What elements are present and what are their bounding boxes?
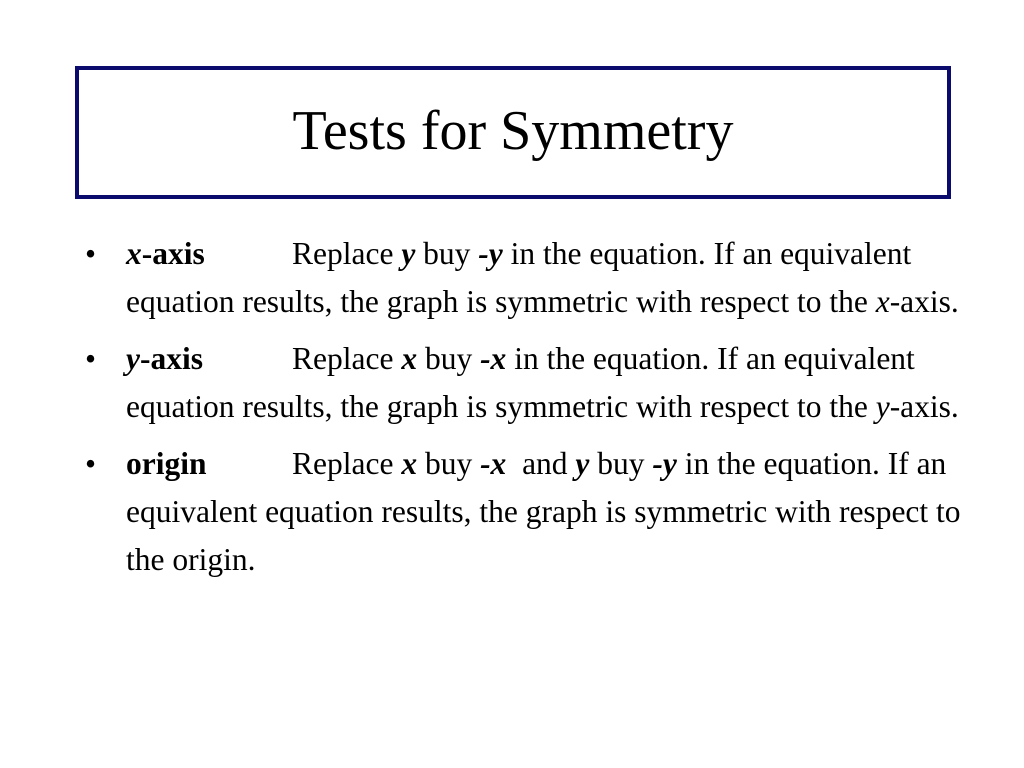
term-origin: origin	[126, 446, 207, 481]
text-segment: buy	[417, 341, 481, 376]
variable: -y	[652, 446, 677, 481]
text-segment: Replace	[292, 341, 402, 376]
text-segment: buy	[417, 446, 481, 481]
text-segment: Replace	[292, 236, 402, 271]
bullet-list	[85, 230, 965, 593]
term-variable: y	[126, 341, 140, 376]
term-suffix: -axis	[139, 341, 203, 376]
variable: -x	[480, 341, 507, 376]
bullet-icon: •	[85, 236, 97, 271]
text-segment: buy	[589, 446, 653, 481]
bullet-item-y-axis	[85, 335, 965, 431]
text-segment: buy	[415, 236, 479, 271]
text-segment: in the equation. If an equivalent equation results, the graph is symmetric with respect to the	[126, 236, 912, 319]
bullet-item-origin	[85, 440, 965, 584]
slide-title: Tests for Symmetry	[292, 99, 734, 162]
term-suffix: -axis	[141, 236, 205, 271]
text-segment: Replace	[292, 446, 402, 481]
title-box	[75, 66, 951, 199]
term-variable: x	[126, 236, 142, 271]
variable: y	[401, 236, 416, 271]
text-segment: -axis.	[889, 284, 959, 319]
bullet-icon: •	[85, 446, 97, 481]
variable: x	[875, 284, 890, 319]
text-segment: -axis.	[889, 389, 959, 424]
text-segment: in the equation. If an equivalent equation results, the graph is symmetric with respect to the	[126, 341, 915, 424]
term-x-axis	[126, 230, 292, 278]
text-segment: in the equation. If an equivalent equation results, the graph is symmetric with respect to the origin.	[126, 446, 961, 577]
text-segment: and	[506, 446, 576, 481]
variable: y	[875, 389, 890, 424]
bullet-item-x-axis	[85, 230, 965, 326]
variable: -x	[480, 446, 507, 481]
variable: x	[401, 446, 418, 481]
bullet-icon: •	[85, 341, 97, 376]
term-y-axis	[126, 335, 292, 383]
variable: x	[401, 341, 418, 376]
variable: -y	[478, 236, 503, 271]
variable: y	[575, 446, 590, 481]
